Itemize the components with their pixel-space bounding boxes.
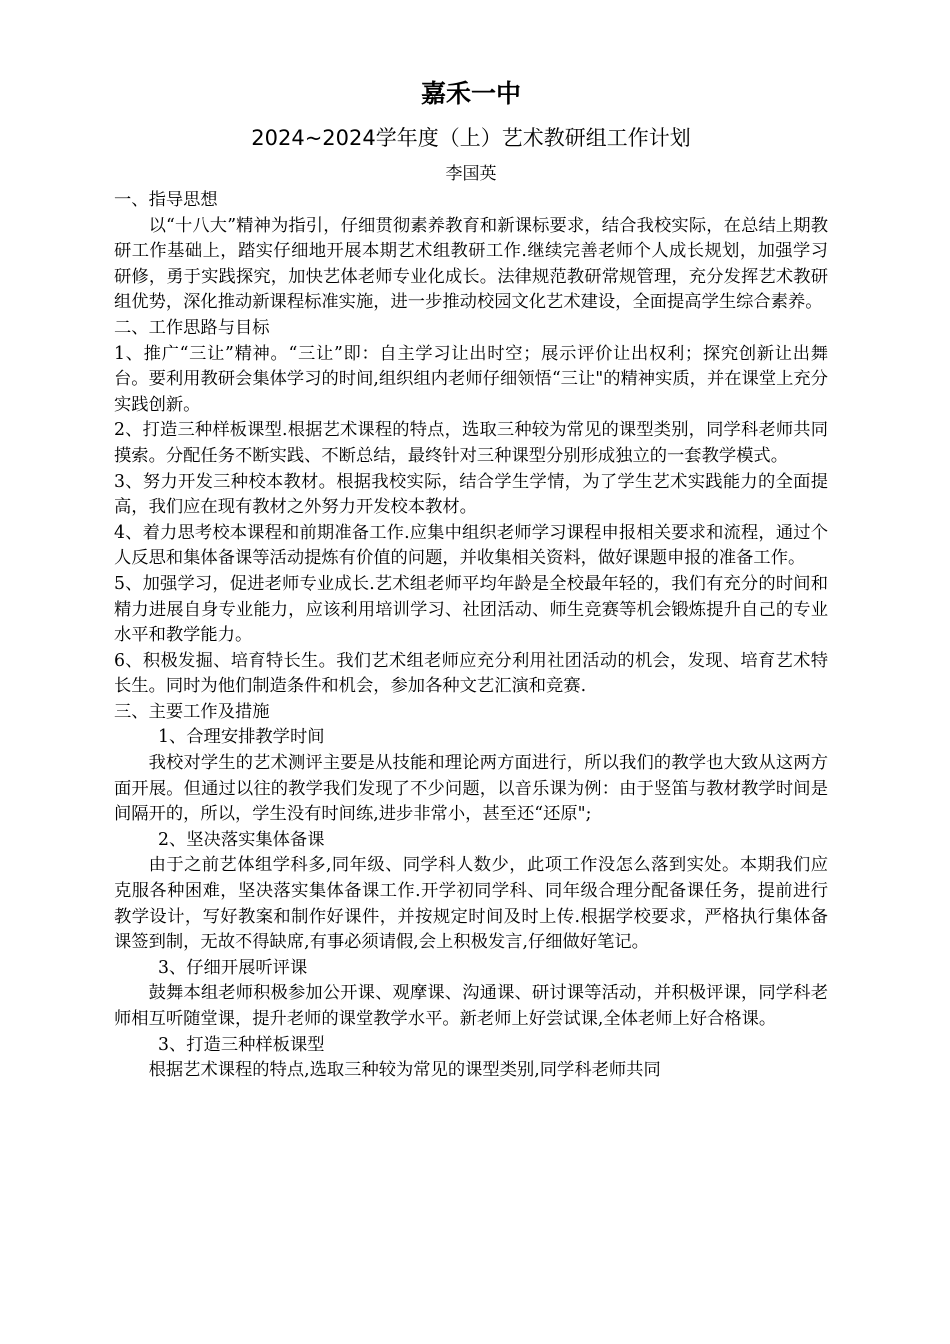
- subsection-title-3: 3、仔细开展听评课: [158, 957, 308, 978]
- section-heading-guiding-thought: 一、指导思想: [114, 190, 218, 210]
- section-heading-main-work: 三、主要工作及措施: [114, 701, 270, 722]
- subsection-title-2: 2、坚决落实集体备课: [158, 829, 325, 850]
- document-title: 2024~2024学年度（上）艺术教研组工作计划: [251, 126, 691, 150]
- author-name: 李国英: [445, 164, 497, 184]
- goal-item-5: 5、加强学习，促进老师专业成长.艺术组老师平均年龄是全校最年轻的，我们有充分的时间和精力进展自身专业能力，应该利用培训学习、社团活动、师生竞赛等机会锻炼提升自己的专业水平和教学能力。: [114, 573, 828, 646]
- goal-item-2: 2、打造三种样板课型.根据艺术课程的特点，选取三种较为常见的课型类别，同学科老师共同摸索。分配任务不断实践、不断总结，最终针对三种课型分别形成独立的一套教学模式。: [114, 420, 828, 466]
- subsection-paragraph-4: 根据艺术课程的特点,选取三种较为常见的课型类别,同学科老师共同: [148, 1060, 661, 1081]
- goal-item-6: 6、积极发掘、培育特长生。我们艺术组老师应充分利用社团活动的机会，发现、培育艺术特长生。同时为他们制造条件和机会，参加各种文艺汇演和竞赛.: [114, 650, 828, 697]
- subsection-title-4: 3、打造三种样板课型: [158, 1034, 325, 1055]
- goal-item-1: 1、推广“三让”精神。“三让”即：自主学习让出时空；展示评价让出权利；探究创新让出舞台。要利用教研会集体学习的时间,组织组内老师仔细领悟“三让"的精神实质，并在课堂上充分实践创新。: [114, 343, 828, 415]
- goal-item-3: 3、努力开发三种校本教材。根据我校实际，结合学生学情，为了学生艺术实践能力的全面提高，我们应在现有教材之外努力开发校本教材。: [114, 471, 828, 518]
- subsection-paragraph-3: 鼓舞本组老师积极参加公开课、观摩课、沟通课、研讨课等活动，并积极评课，同学科老师相互听随堂课，提升老师的课堂教学水平。新老师上好尝试课,全体老师上好合格课。: [114, 983, 828, 1029]
- subsection-paragraph-2: 由于之前艺体组学科多,同年级、同学科人数少，此项工作没怎么落到实处。本期我们应克服各种困难，坚决落实集体备课工作.开学初同学科、同年级合理分配备课任务，提前进行教学设计，写好教案和制作好课件，并按规定时间及时上传.根据学校要求，严格执行集体备课签到制，无故不得缺席,有事必须请假,会上积极发言,仔细做好笔记。: [114, 855, 828, 953]
- paragraph-guiding-thought: 以“十八大”精神为指引，仔细贯彻素养教育和新课标要求，结合我校实际，在总结上期教研工作基础上，踏实仔细地开展本期艺术组教研工作.继续完善老师个人成长规划，加强学习研修，勇于实践探究，加快艺体老师专业化成长。法律规范教研常规管理，充分发挥艺术教研组优势，深化推动新课程标准实施，进一步推动校园文化艺术建设，全面提高学生综合素养。: [114, 215, 828, 313]
- goal-item-4: 4、着力思考校本课程和前期准备工作.应集中组织老师学习课程申报相关要求和流程，通过个人反思和集体备课等活动提炼有价值的问题，并收集相关资料，做好课题申报的准备工作。: [114, 522, 828, 569]
- document-page: [114, 74, 828, 1084]
- section-heading-ideas-goals: 二、工作思路与目标: [114, 317, 270, 338]
- subsection-title-1: 1、合理安排教学时间: [158, 727, 325, 748]
- subsection-paragraph-1: 我校对学生的艺术测评主要是从技能和理论两方面进行，所以我们的教学也大致从这两方面开展。但通过以往的教学我们发现了不少问题，以音乐课为例：由于竖笛与教材教学时间是间隔开的，所以，学生没有时间练,进步非常小，甚至还“还原";: [114, 753, 828, 825]
- school-name: 嘉禾一中: [420, 79, 521, 108]
